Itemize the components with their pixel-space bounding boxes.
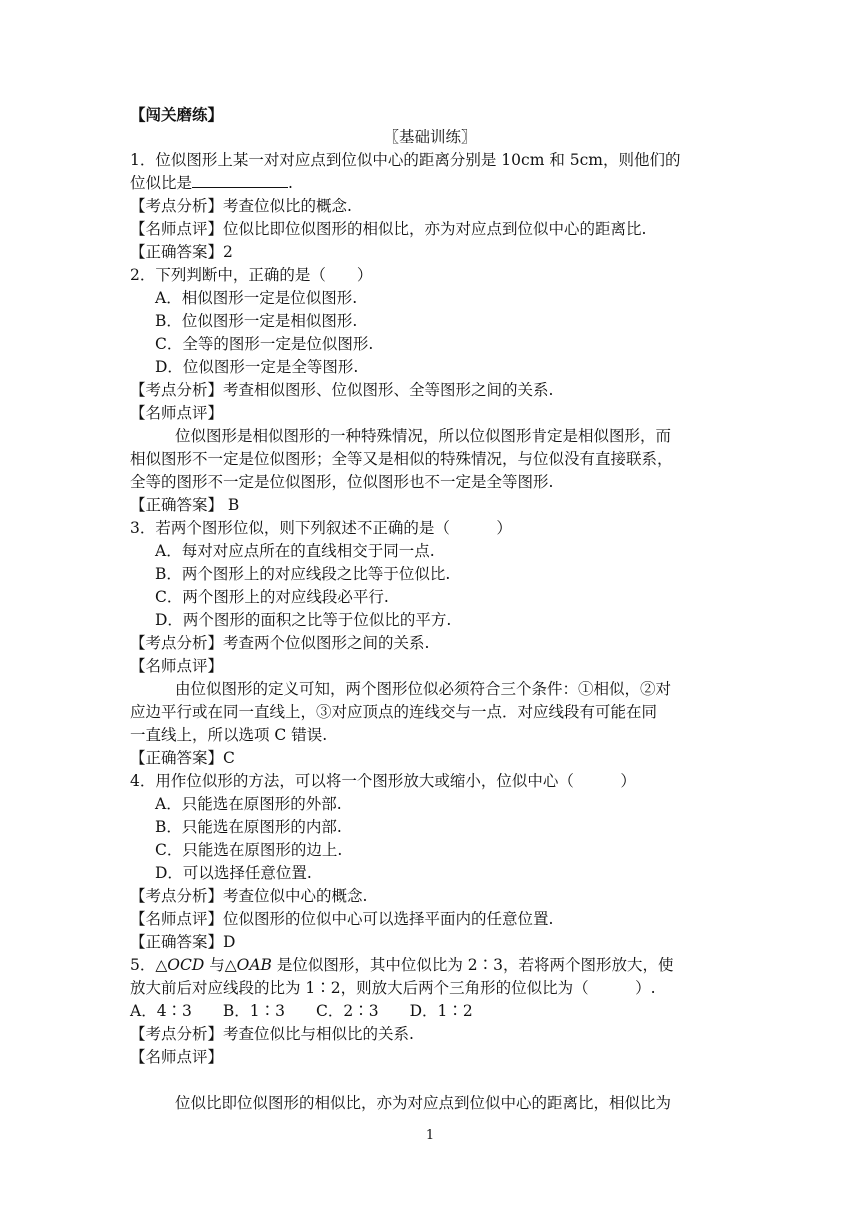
q1-answer: 【正确答案】2 (130, 243, 233, 261)
q3-comment-line3: 一直线上，所以选项 C 错误. (130, 726, 328, 744)
q2-option-a: A．相似图形一定是位似图形. (155, 289, 358, 307)
q3-option-a: A．每对对应点所在的直线相交于同一点. (155, 542, 435, 560)
q4-stem: 4．用作位似形的方法，可以将一个图形放大或缩小，位似中心（ ） (130, 772, 636, 790)
q2-comment-line2: 相似图形不一定是位似图形；全等又是相似的特殊情况，与位似没有直接联系， (130, 450, 673, 468)
q4-option-d: D．可以选择任意位置. (155, 864, 312, 882)
q3-option-b: B．两个图形上的对应线段之比等于位似比. (155, 565, 451, 583)
q4-comment: 【名师点评】位似图形的位似中心可以选择平面内的任意位置. (130, 910, 554, 928)
q3-stem: 3．若两个图形位似，则下列叙述不正确的是（ ） (130, 519, 512, 537)
q2-option-c: C．全等的图形一定是位似图形. (155, 335, 374, 353)
q5-options: A．4∶3 B．1∶3 C．2∶3 D．1∶2 (130, 1002, 473, 1020)
q1-analysis: 【考点分析】考查位似比的概念. (130, 197, 352, 215)
q2-option-d: D．位似图形一定是全等图形. (155, 358, 359, 376)
q3-comment-line1: 由位似图形的定义可知，两个图形位似必须符合三个条件：①相似，②对 (175, 680, 672, 698)
q2-option-b: B．位似图形一定是相似图形. (155, 312, 358, 330)
q5-stem-line2: 放大前后对应线段的比为 1∶2，则放大后两个三角形的位似比为（ ）. (130, 979, 656, 997)
q3-option-d: D．两个图形的面积之比等于位似比的平方. (155, 611, 452, 629)
q4-option-c: C．只能选在原图形的边上. (155, 841, 343, 859)
q3-option-c: C．两个图形上的对应线段必平行. (155, 588, 389, 606)
q2-answer: 【正确答案】 B (130, 496, 240, 514)
q4-option-b: B．只能选在原图形的内部. (155, 818, 342, 836)
q2-comment-label: 【名师点评】 (130, 404, 224, 422)
section-title: 【闯关磨练】 (130, 105, 224, 124)
q2-comment-line3: 全等的图形不一定是位似图形，位似图形也不一定是全等图形. (130, 473, 554, 491)
q2-comment-line1: 位似图形是相似图形的一种特殊情况，所以位似图形肯定是相似图形，而 (175, 427, 672, 445)
q3-answer: 【正确答案】C (130, 749, 235, 767)
q1-comment: 【名师点评】位似比即位似图形的相似比，亦为对应点到位似中心的距离比. (130, 220, 647, 238)
page-number: 1 (425, 1128, 435, 1143)
q3-comment-label: 【名师点评】 (130, 657, 224, 675)
q5-analysis: 【考点分析】考查位似比与相似比的关系. (130, 1025, 414, 1043)
q4-option-a: A．只能选在原图形的外部. (155, 795, 342, 813)
q3-comment-line2: 应边平行或在同一直线上，③对应顶点的连线交与一点．对应线段有可能在同 (130, 703, 658, 721)
q1-stem-line2: 位似比是 . (130, 174, 293, 192)
q1-stem-line1: 1．位似图形上某一对对应点到位似中心的距离分别是 10cm 和 5cm，则他们的 (130, 151, 681, 169)
q5-comment-label: 【名师点评】 (130, 1048, 224, 1066)
answer-blank (192, 173, 288, 188)
q5-comment-line1: 位似比即位似图形的相似比，亦为对应点到位似中心的距离比，相似比为 (175, 1094, 672, 1112)
subsection-title: 〖基础训练〗 (383, 128, 477, 146)
q2-stem: 2．下列判断中，正确的是（ ） (130, 266, 373, 284)
q5-stem-line1: 5．△OCD 与△OAB 是位似图形，其中位似比为 2∶3，若将两个图形放大，使 (130, 956, 674, 974)
q3-analysis: 【考点分析】考查两个位似图形之间的关系. (130, 634, 430, 652)
q4-answer: 【正确答案】D (130, 933, 236, 951)
q4-analysis: 【考点分析】考查位似中心的概念. (130, 887, 368, 905)
q2-analysis: 【考点分析】考查相似图形、位似图形、全等图形之间的关系. (130, 381, 554, 399)
